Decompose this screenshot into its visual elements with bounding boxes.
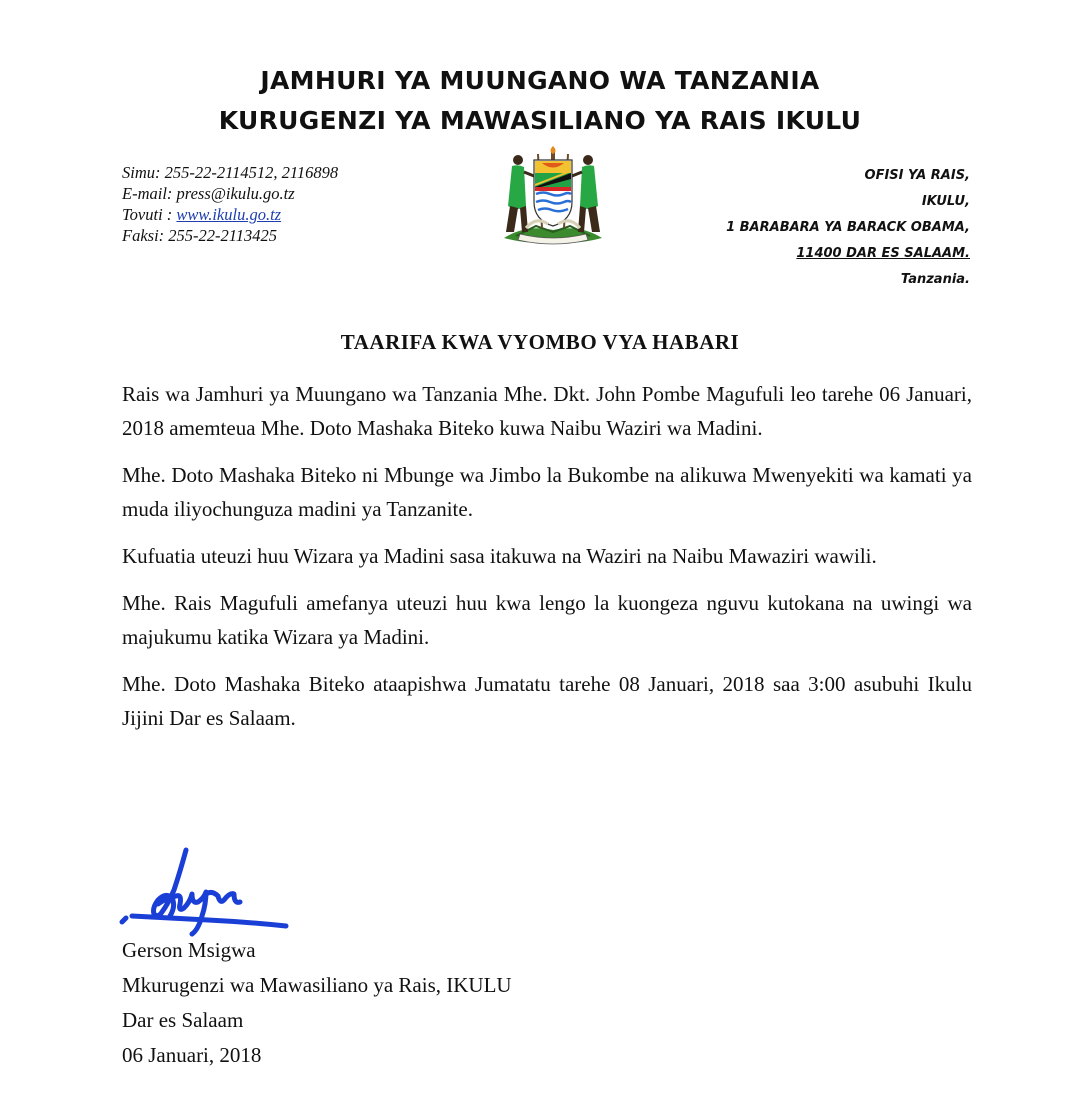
- contact-block: [122, 162, 338, 246]
- signoff-block: [122, 933, 512, 1073]
- address-line-2: IKULU,: [921, 194, 970, 209]
- contact-website: [122, 204, 338, 225]
- paragraph: Kufuatia uteuzi huu Wizara ya Madini sasa itakuwa na Waziri na Naibu Mawaziri wawili.: [122, 544, 877, 568]
- paragraph: Mhe. Doto Mashaka Biteko ataapishwa Jumatatu tarehe 08 Januari, 2018 saa 3:00 asubuhi Ikulu Jijini Dar es Salaam.: [122, 672, 972, 730]
- contact-fax: Faksi: 255-22-2113425: [122, 226, 278, 245]
- address-line-5: Tanzania.: [900, 272, 970, 287]
- contact-phone: Simu: 255-22-2114512, 2116898: [122, 163, 339, 182]
- website-link[interactable]: www.ikulu.go.tz: [176, 205, 282, 224]
- document-heading: TAARIFA KWA VYOMBO VYA HABARI: [340, 330, 740, 354]
- signatory-position: Mkurugenzi wa Mawasiliano ya Rais, IKULU: [122, 973, 512, 997]
- signoff-date: 06 Januari, 2018: [122, 1043, 262, 1067]
- contact-website-label: Tovuti :: [122, 205, 177, 224]
- paragraph: Mhe. Rais Magufuli amefanya uteuzi huu kwa lengo la kuongeza nguvu kutokana na uwingi wa majukumu katika Wizara ya Madini.: [122, 591, 972, 649]
- contact-email: E-mail: press@ikulu.go.tz: [122, 184, 295, 203]
- paragraph: Mhe. Doto Mashaka Biteko ni Mbunge wa Jimbo la Bukombe na alikuwa Mwenyekiti wa kamati ya muda iliyochunguza madini ya Tanzanite.: [122, 463, 972, 521]
- address-line-3: 1 BARABARA YA BARACK OBAMA,: [726, 220, 970, 235]
- address-line-1: OFISI YA RAIS,: [864, 168, 970, 183]
- paragraph: Rais wa Jamhuri ya Muungano wa Tanzania Mhe. Dkt. John Pombe Magufuli leo tarehe 06 Januari, 2018 amemteua Mhe. Doto Mashaka Biteko kuwa Naibu Waziri wa Madini.: [122, 382, 972, 440]
- letterhead-title-line-2: KURUGENZI YA MAWASILIANO YA RAIS IKULU: [218, 106, 862, 135]
- address-line-4: 11400 DAR ES SALAAM.: [796, 246, 970, 261]
- address-block: [726, 163, 970, 293]
- signatory-name: Gerson Msigwa: [122, 938, 256, 962]
- tanzania-coat-of-arms-icon: [496, 146, 610, 246]
- signoff-place: Dar es Salaam: [122, 1008, 244, 1032]
- document-body: [122, 377, 972, 748]
- letterhead-title-line-1: JAMHURI YA MUUNGANO WA TANZANIA: [260, 66, 820, 95]
